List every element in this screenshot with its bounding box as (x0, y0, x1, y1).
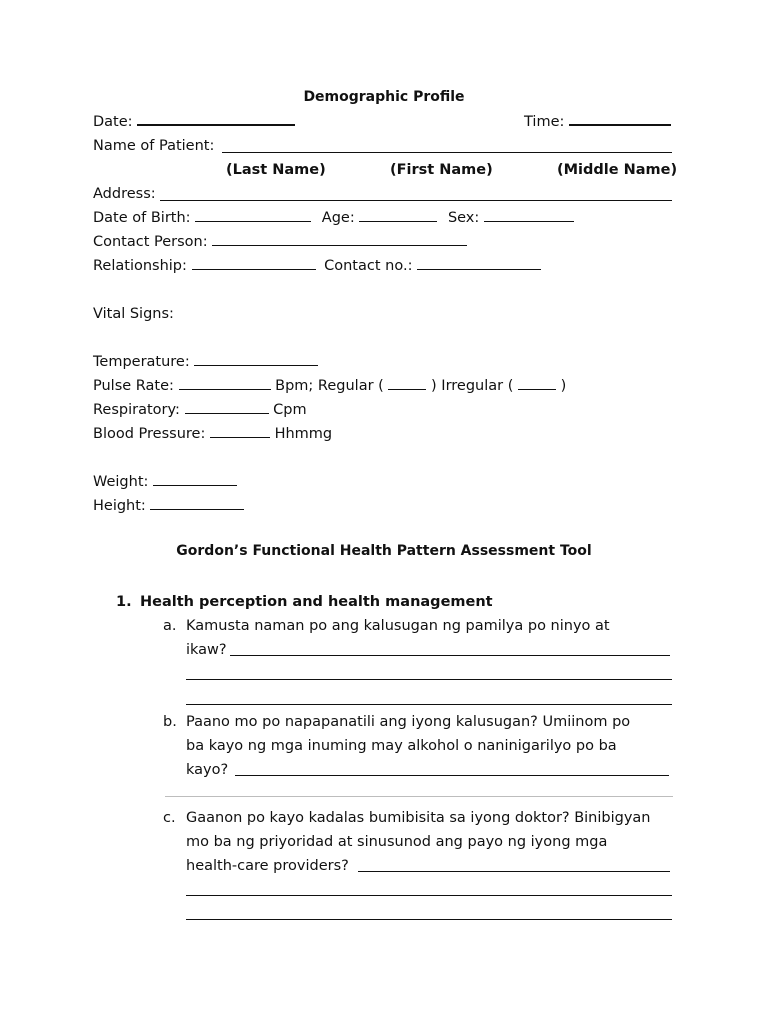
contact-person-field[interactable] (212, 233, 467, 246)
dob-field[interactable] (195, 209, 311, 222)
date-row (93, 112, 295, 132)
respiratory-label: Respiratory: (93, 402, 180, 418)
sex-field[interactable] (484, 209, 574, 222)
form-title: Demographic Profile (303, 89, 465, 105)
patient-label: Name of Patient: (93, 138, 215, 154)
pulse-field[interactable] (179, 377, 271, 390)
question-b-line1: Paano mo po napapanatili ang iyong kalusugan? Umiinom po (186, 714, 631, 730)
patient-row (93, 136, 214, 156)
question-a-line1: Kamusta naman po ang kalusugan ng pamilya po ninyo at (186, 618, 610, 634)
pulse-irregular-field[interactable] (518, 377, 556, 390)
sex-label: Sex: (447, 210, 480, 226)
age-label: Age: (321, 210, 355, 226)
time-row (524, 112, 671, 132)
address-row (93, 184, 156, 204)
question-c-line1: Gaanon po kayo kadalas bumibisita sa iyong doktor? Binibigyan (186, 810, 651, 826)
relationship-row (93, 256, 541, 276)
temperature-label: Temperature: (93, 354, 190, 370)
pulse-regular-field[interactable] (388, 377, 426, 390)
answer-a-line-2[interactable] (186, 679, 672, 680)
section-number: 1. (116, 594, 132, 610)
question-c-line2: mo ba ng priyoridad at sinusunod ang payo ng iyong mga (186, 834, 608, 850)
patient-name-field[interactable] (222, 152, 672, 153)
first-name-label: (First Name) (390, 162, 493, 178)
answer-b-line-1[interactable] (235, 775, 669, 776)
relationship-label: Relationship: (93, 258, 187, 274)
contact-person-label: Contact Person: (93, 234, 208, 250)
contact-no-field[interactable] (417, 257, 541, 270)
temperature-field[interactable] (194, 353, 318, 366)
question-b-line2: ba kayo ng mga inuming may alkohol o naninigarilyo po ba (186, 738, 617, 754)
question-a-letter: a. (163, 618, 177, 634)
answer-c-line-1[interactable] (358, 871, 670, 872)
respiratory-field[interactable] (185, 401, 269, 414)
time-label: Time: (524, 114, 565, 130)
question-b-line3: kayo? (186, 762, 229, 778)
contact-no-label: Contact no.: (324, 258, 413, 274)
date-field[interactable] (137, 112, 295, 126)
dob-label: Date of Birth: (93, 210, 191, 226)
gordon-title: Gordon’s Functional Health Pattern Assessment Tool (176, 543, 592, 559)
question-c-line3: health-care providers? (186, 858, 349, 874)
vital-signs-heading: Vital Signs: (93, 306, 174, 322)
pulse-label: Pulse Rate: (93, 378, 174, 394)
answer-a-line-3[interactable] (186, 704, 672, 705)
dob-row (93, 208, 574, 228)
date-label: Date: (93, 114, 133, 130)
question-b-letter: b. (163, 714, 177, 730)
bp-label: Blood Pressure: (93, 426, 206, 442)
relationship-field[interactable] (192, 257, 316, 270)
pulse-close: ) (560, 378, 567, 394)
time-field[interactable] (569, 112, 671, 126)
last-name-label: (Last Name) (226, 162, 326, 178)
answer-a-line-1[interactable] (230, 655, 670, 656)
weight-field[interactable] (153, 473, 237, 486)
answer-c-line-2[interactable] (186, 895, 672, 896)
height-row (93, 496, 244, 516)
address-field[interactable] (160, 200, 672, 201)
bp-unit: Hhmmg (274, 426, 333, 442)
pulse-row (93, 376, 566, 396)
age-field[interactable] (359, 209, 437, 222)
answer-c-line-3[interactable] (186, 919, 672, 920)
bp-field[interactable] (210, 425, 270, 438)
address-label: Address: (93, 186, 156, 202)
middle-name-label: (Middle Name) (557, 162, 678, 178)
weight-label: Weight: (93, 474, 149, 490)
weight-row (93, 472, 237, 492)
pulse-irregular-label: ) Irregular ( (431, 378, 514, 394)
bp-row (93, 424, 332, 444)
contact-person-row (93, 232, 467, 252)
temperature-row (93, 352, 318, 372)
page-divider (165, 796, 673, 797)
pulse-unit: Bpm; Regular ( (275, 378, 384, 394)
respiratory-row (93, 400, 307, 420)
height-label: Height: (93, 498, 146, 514)
height-field[interactable] (150, 497, 244, 510)
respiratory-unit: Cpm (273, 402, 307, 418)
section-title: Health perception and health management (140, 594, 493, 610)
question-c-letter: c. (163, 810, 176, 826)
question-a-line2: ikaw? (186, 642, 227, 658)
